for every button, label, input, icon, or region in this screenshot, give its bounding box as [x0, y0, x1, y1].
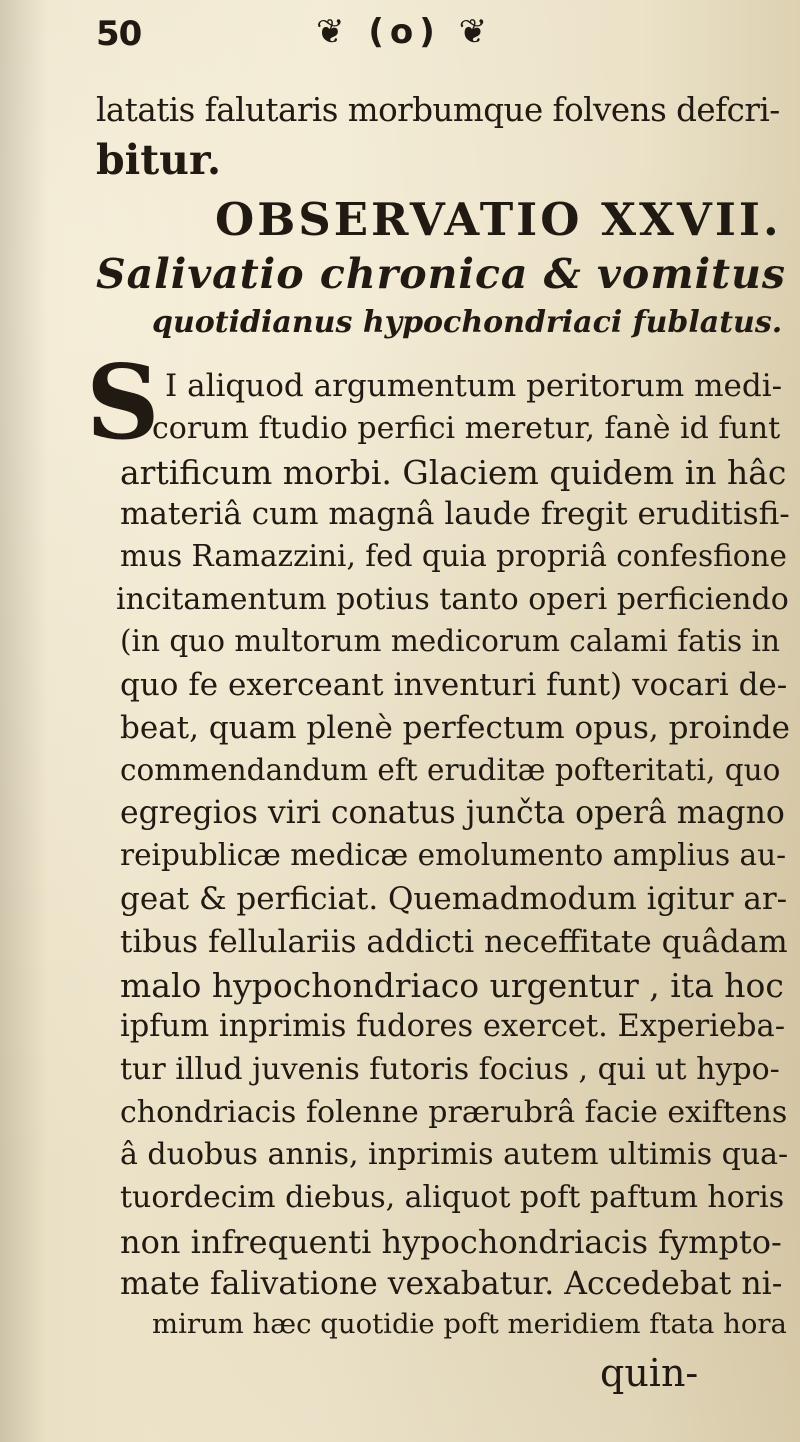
body-line: tur illud juvenis futoris focius , qui ut hypo-	[120, 1052, 780, 1087]
body-line: mus Ramazzini, fed quia propriâ confesfione	[120, 539, 787, 573]
body-line: materiâ cum magnâ laude fregit eruditisfi-	[120, 496, 790, 532]
body-line: mate falivatione vexabatur. Accedebat ni-	[120, 1266, 783, 1302]
body-line: (in quo multorum medicorum calami fatis in	[120, 624, 780, 658]
body-line: corum ftudio perfici meretur, fanè id funt	[152, 411, 781, 446]
body-line: â duobus annis, inprimis autem ultimis qua-	[120, 1137, 789, 1172]
body-line: reipublicæ medicæ emolumento amplius au-	[120, 838, 787, 872]
body-line: tibus fellulariis addicti neceffitate quâdam	[120, 924, 788, 960]
body-line: beat, quam plenè perfectum opus, proinde	[120, 710, 790, 746]
body-line: egregios viri conatus junčta operâ magno	[120, 795, 785, 831]
page-number: 50	[96, 14, 142, 54]
body-line: commendandum eft eruditæ pofteritati, quo	[120, 753, 781, 787]
body-line: tuordecim diebus, aliquot poft paftum horis	[120, 1180, 785, 1215]
body-line: quo fe exerceant inventuri funt) vocari de-	[120, 667, 788, 703]
header-ornament: ❦ (o) ❦	[316, 12, 494, 52]
body-line: malo hypochondriaco urgentur , ita hoc	[120, 966, 784, 1005]
body-line: artificum morbi. Glaciem quidem in hâc	[120, 453, 787, 492]
page-gutter-shadow	[0, 0, 48, 1442]
body-line: chondriacis folenne prærubrâ facie exiftens	[120, 1095, 788, 1130]
running-text-line-2: bitur.	[96, 136, 222, 184]
body-line: ipfum inprimis fudores exercet. Experieba-	[120, 1009, 785, 1044]
body-line: incitamentum potius tanto operi perficiendo	[116, 582, 789, 617]
running-text-line-1: latatis falutaris morbumque folvens defcri-	[96, 91, 780, 129]
observation-subtitle-line-2: quotidianus hypochondriaci fublatus.	[152, 305, 783, 340]
body-line: mirum hæc quotidie poft meridiem ftata hora	[152, 1308, 787, 1340]
observation-subtitle-line-1: Salivatio chronica & vomitus	[96, 250, 787, 298]
body-line: I aliquod argumentum peritorum medi-	[165, 368, 783, 404]
body-line: geat & perficiat. Quemadmodum igitur ar-	[120, 881, 788, 917]
body-line: non infrequenti hypochondriacis fympto-	[120, 1223, 782, 1261]
drop-cap: S	[86, 343, 160, 463]
observation-title: OBSERVATIO XXVII.	[215, 193, 782, 246]
catchword: quin-	[600, 1351, 699, 1395]
page-header	[96, 8, 796, 60]
